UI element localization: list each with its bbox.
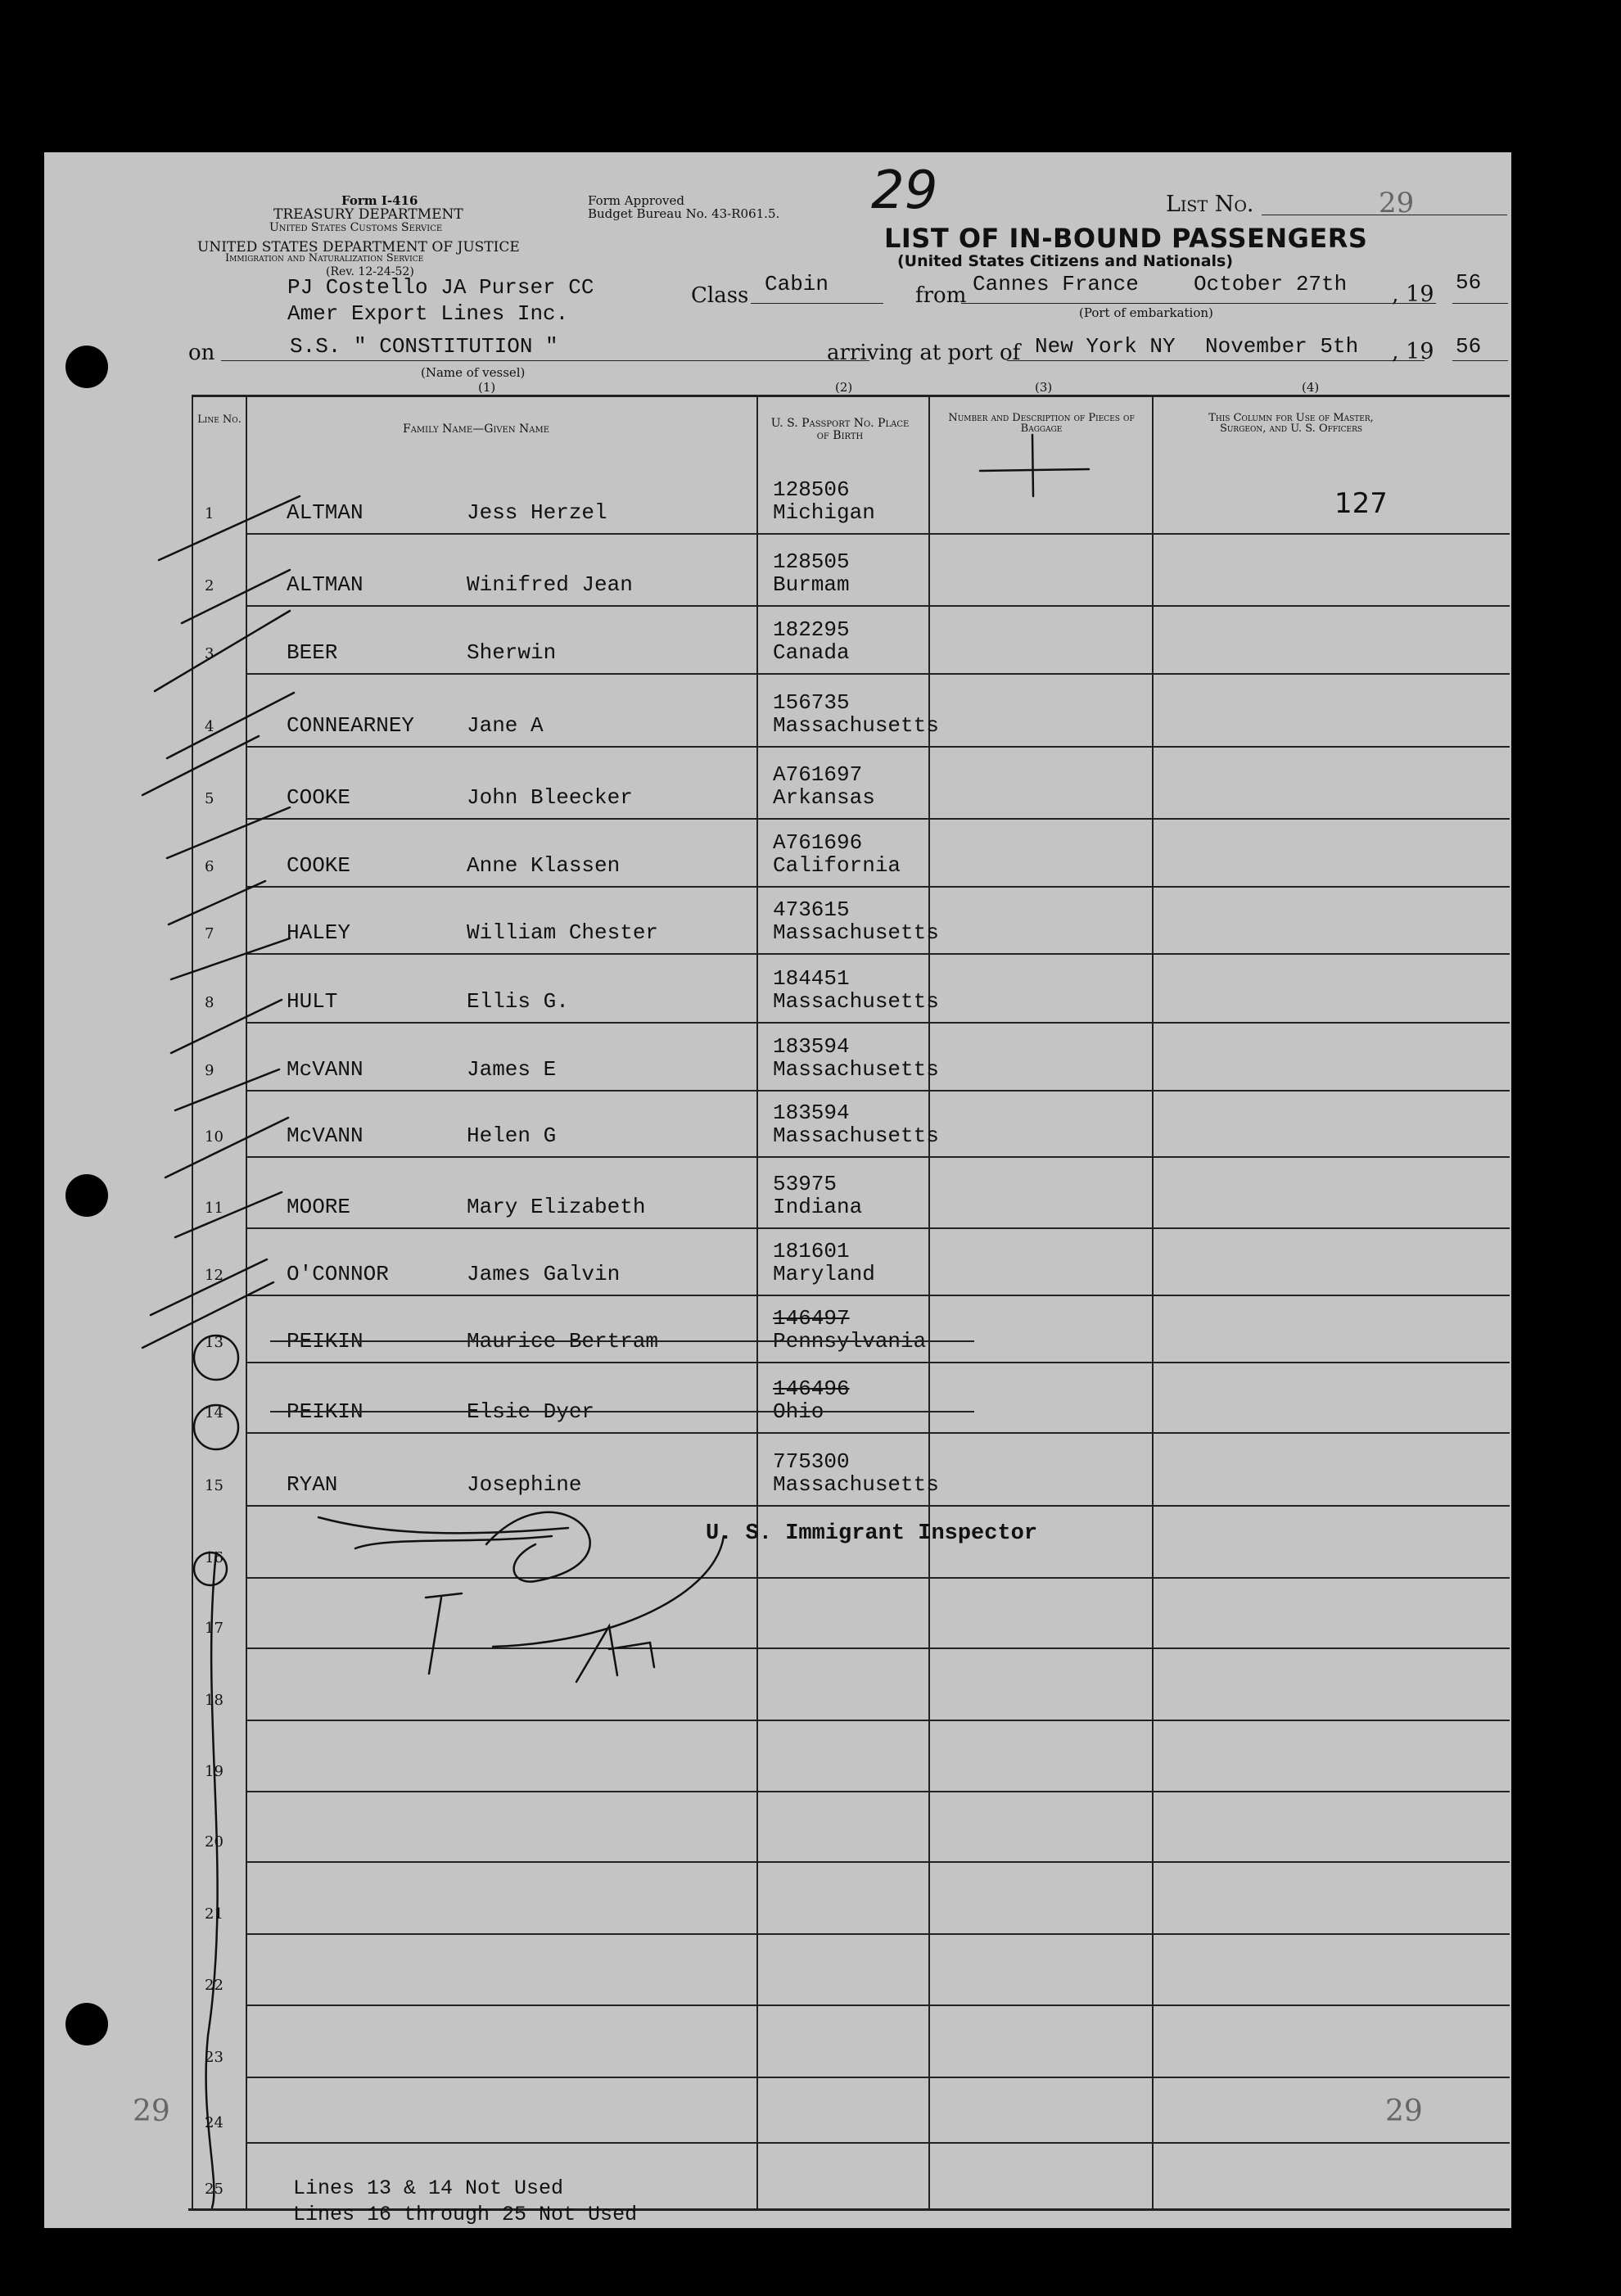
header-line-no: Line No. <box>197 414 242 426</box>
footer-note-1: Lines 13 & 14 Not Used <box>293 2176 564 2200</box>
budget-bureau: Budget Bureau No. 43-R061.5. <box>588 206 780 221</box>
col-num-4: (4) <box>1302 380 1320 395</box>
family-name: RYAN <box>287 1472 338 1497</box>
line-number: 3 <box>205 645 214 662</box>
punch-hole-bottom <box>65 2003 108 2045</box>
handwritten-marks <box>44 152 1511 2228</box>
line-number: 2 <box>205 577 214 594</box>
place-of-birth: Massachusetts <box>773 1472 939 1497</box>
passport-number: 146496 <box>773 1376 850 1401</box>
header-passport: U. S. Passport No. Place of Birth <box>770 417 910 442</box>
family-name: O'CONNOR <box>287 1262 389 1286</box>
list-no-label: List No. <box>1166 192 1254 217</box>
place-of-birth: Burmam <box>773 572 850 597</box>
line-number: 4 <box>205 718 214 735</box>
arrival-date: November 5th <box>1205 334 1359 359</box>
passport-number: 146497 <box>773 1306 850 1331</box>
treasury-dept: TREASURY DEPARTMENT <box>273 206 463 223</box>
form-id: Form I-416 <box>341 193 418 208</box>
family-name: BEER <box>287 640 338 665</box>
line-number: 14 <box>205 1404 224 1421</box>
page-stamp-right: 29 <box>1385 2095 1423 2128</box>
vessel-name: S.S. " CONSTITUTION " <box>290 334 558 359</box>
passport-number: 182295 <box>773 617 850 642</box>
line-number: 22 <box>205 1977 224 1994</box>
class-value: Cabin <box>765 272 829 296</box>
given-name: James Galvin <box>467 1262 621 1286</box>
given-name: Josephine <box>467 1472 582 1497</box>
place-of-birth: Massachusetts <box>773 1057 939 1082</box>
from-label: from <box>915 283 967 308</box>
line-company: Amer Export Lines Inc. <box>287 301 569 326</box>
line-number: 5 <box>205 790 214 807</box>
port-embark-caption: (Port of embarkation) <box>1079 305 1213 320</box>
line-number: 25 <box>205 2181 224 2198</box>
arrival-port: New York NY <box>1035 334 1176 359</box>
footer-note-2: Lines 16 through 25 Not Used <box>293 2203 638 2226</box>
header-officers: This Column for Use of Master, Surgeon, and U. S. Officers <box>1208 412 1374 435</box>
header-name: Family Name—Given Name <box>403 423 550 436</box>
officer-note: 127 <box>1334 487 1388 520</box>
passport-number: 183594 <box>773 1101 850 1125</box>
class-label: Class <box>691 283 749 308</box>
given-name: William Chester <box>467 920 659 945</box>
family-name: ALTMAN <box>287 500 363 525</box>
line-number: 9 <box>205 1062 214 1079</box>
passport-number: 183594 <box>773 1034 850 1059</box>
place-of-birth: Arkansas <box>773 785 875 810</box>
passport-number: 156735 <box>773 690 850 715</box>
family-name: ALTMAN <box>287 572 363 597</box>
given-name: Sherwin <box>467 640 557 665</box>
place-of-birth: Massachusetts <box>773 713 939 738</box>
passport-number: 128505 <box>773 549 850 574</box>
place-of-birth: Indiana <box>773 1195 863 1219</box>
family-name: PEIKIN <box>287 1399 363 1424</box>
given-name: Jess Herzel <box>467 500 607 525</box>
family-name: McVANN <box>287 1057 363 1082</box>
vessel-caption: (Name of vessel) <box>421 365 526 380</box>
line-number: 23 <box>205 2049 224 2066</box>
place-of-birth: Massachusetts <box>773 1123 939 1148</box>
line-number: 20 <box>205 1833 224 1851</box>
place-of-birth: California <box>773 853 901 878</box>
family-name: PEIKIN <box>287 1329 363 1354</box>
family-name: COOKE <box>287 853 351 878</box>
arrival-year-prefix: , 19 <box>1392 339 1434 364</box>
family-name: HALEY <box>287 920 351 945</box>
given-name: Anne Klassen <box>467 853 621 878</box>
line-number: 21 <box>205 1905 224 1923</box>
line-number: 12 <box>205 1267 224 1284</box>
embark-year: 56 <box>1456 270 1482 295</box>
given-name: James E <box>467 1057 557 1082</box>
passport-number: 184451 <box>773 966 850 991</box>
form-page <box>44 152 1511 2228</box>
col-num-2: (2) <box>835 380 853 395</box>
family-name: CONNEARNEY <box>287 713 415 738</box>
given-name: Maurice Bertram <box>467 1329 659 1354</box>
line-number: 7 <box>205 925 214 942</box>
passport-number: 775300 <box>773 1449 850 1474</box>
embark-date: October 27th <box>1194 272 1348 296</box>
given-name: Winifred Jean <box>467 572 633 597</box>
passport-number: A761696 <box>773 830 863 855</box>
passport-number: 128506 <box>773 477 850 502</box>
family-name: MOORE <box>287 1195 351 1219</box>
handwritten-list-number: 29 <box>871 160 938 221</box>
given-name: Mary Elizabeth <box>467 1195 646 1219</box>
given-name: Elsie Dyer <box>467 1399 595 1424</box>
given-name: John Bleecker <box>467 785 633 810</box>
arriving-label: arriving at port of <box>827 341 1021 365</box>
place-of-birth: Pennsylvania <box>773 1329 927 1354</box>
passport-number: A761697 <box>773 762 863 787</box>
line-number: 18 <box>205 1692 224 1709</box>
place-of-birth: Maryland <box>773 1262 875 1286</box>
customs-service: United States Customs Service <box>269 221 443 234</box>
given-name: Helen G <box>467 1123 557 1148</box>
line-number: 8 <box>205 994 214 1011</box>
purser: PJ Costello JA Purser CC <box>287 275 594 300</box>
passport-number: 473615 <box>773 897 850 922</box>
line-number: 16 <box>205 1549 224 1566</box>
header-baggage: Number and Description of Pieces of Baggage <box>948 412 1135 435</box>
place-of-birth: Michigan <box>773 500 875 525</box>
place-of-birth: Ohio <box>773 1399 824 1424</box>
family-name: McVANN <box>287 1123 363 1148</box>
form-subtitle: (United States Citizens and Nationals) <box>897 252 1234 270</box>
line-number: 6 <box>205 858 214 875</box>
place-of-birth: Canada <box>773 640 850 665</box>
given-name: Jane A <box>467 713 544 738</box>
from-value: Cannes France <box>973 272 1139 296</box>
line-number: 1 <box>205 505 214 522</box>
punch-hole-middle <box>65 1174 108 1217</box>
arrival-year: 56 <box>1456 334 1482 359</box>
embark-year-prefix: , 19 <box>1392 282 1434 307</box>
passport-number: 181601 <box>773 1239 850 1263</box>
line-number: 10 <box>205 1128 224 1146</box>
line-number: 17 <box>205 1620 224 1637</box>
given-name: Ellis G. <box>467 989 569 1014</box>
inspector-stamp: U. S. Immigrant Inspector <box>706 1521 1038 1546</box>
line-number: 19 <box>205 1763 224 1780</box>
form-title: LIST OF IN-BOUND PASSENGERS <box>884 223 1368 254</box>
line-number: 24 <box>205 2114 224 2131</box>
ins-service: Immigration and Naturalization Service <box>225 252 424 264</box>
justice-dept: UNITED STATES DEPARTMENT OF JUSTICE <box>197 239 520 255</box>
col-num-3: (3) <box>1035 380 1053 395</box>
family-name: COOKE <box>287 785 351 810</box>
on-label: on <box>188 341 215 365</box>
line-number: 11 <box>205 1200 224 1217</box>
form-approved: Form Approved <box>588 193 684 208</box>
punch-hole-top <box>65 346 108 388</box>
revision: (Rev. 12-24-52) <box>326 265 414 278</box>
place-of-birth: Massachusetts <box>773 989 939 1014</box>
list-no-value: 29 <box>1379 187 1415 219</box>
passport-number: 53975 <box>773 1172 838 1196</box>
line-number: 13 <box>205 1334 224 1351</box>
family-name: HULT <box>287 989 338 1014</box>
col-num-1: (1) <box>478 380 496 395</box>
page-stamp-left: 29 <box>133 2095 170 2128</box>
place-of-birth: Massachusetts <box>773 920 939 945</box>
line-number: 15 <box>205 1477 224 1494</box>
